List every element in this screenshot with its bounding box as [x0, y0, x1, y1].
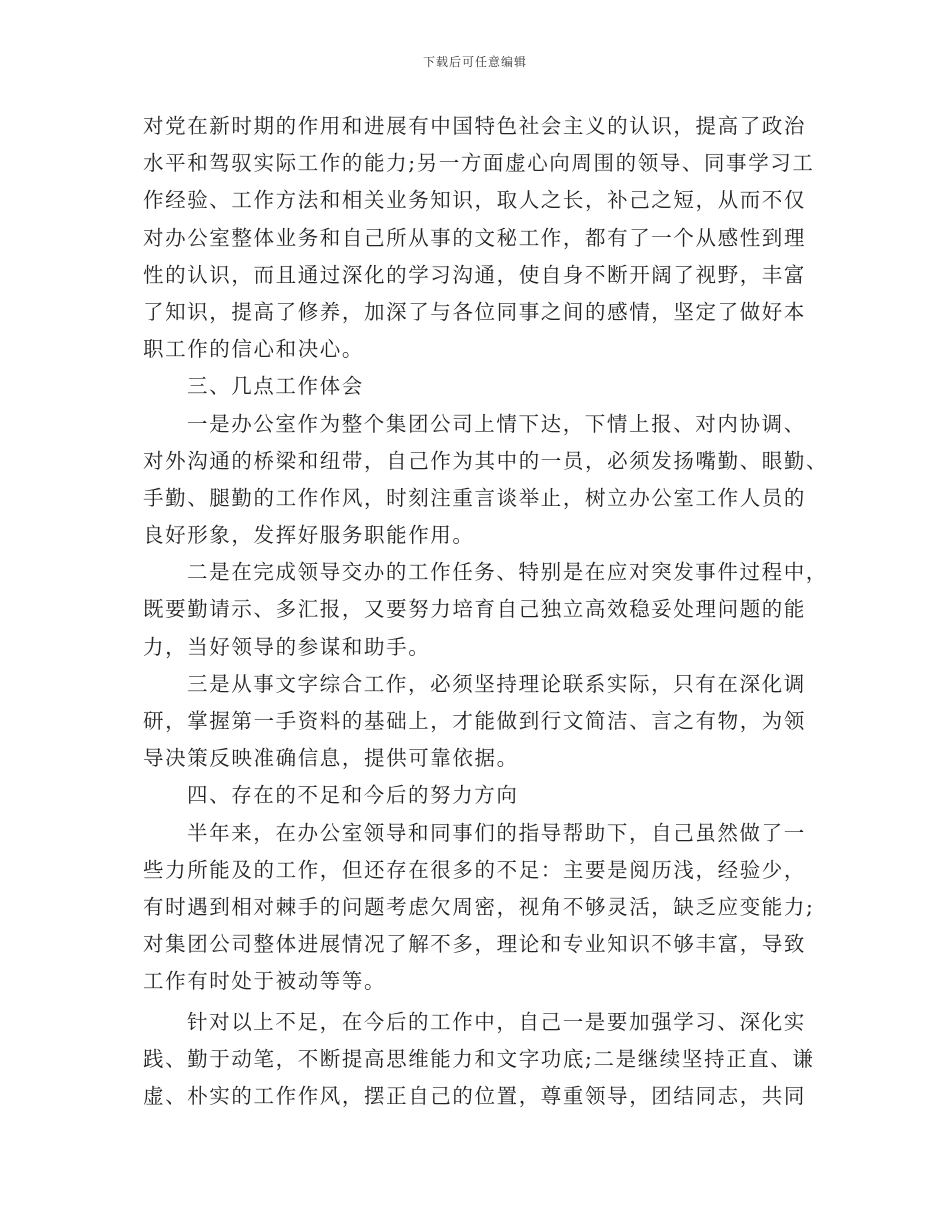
text-line: 性的认识，而且通过深化的学习沟通，使自身不断开阔了视野，丰富 — [143, 262, 806, 287]
text-line: 工作有时处于被动等等。 — [143, 969, 387, 994]
text-line: 作经验、工作方法和相关业务知识，取人之长，补己之短，从而不仅 — [143, 188, 806, 213]
section-heading: 三、几点工作体会 — [187, 374, 364, 399]
text-line: 手勤、腿勤的工作作风，时刻注重言谈举止，树立办公室工作人员的 — [143, 485, 806, 510]
page-header: 下载后可任意编辑 — [422, 55, 527, 69]
text-line: 对集团公司整体进展情况了解不多，理论和专业知识不够丰富，导致 — [143, 932, 806, 957]
paragraph-start: 半年来，在办公室领导和同事们的指导帮助下，自己虽然做了一 — [187, 820, 806, 845]
paragraph-start: 一是办公室作为整个集团公司上情下达，下情上报、对内协调、 — [187, 411, 806, 436]
text-line: 有时遇到相对棘手的问题考虑欠周密，视角不够灵活，缺乏应变能力; — [143, 894, 815, 919]
text-line: 对党在新时期的作用和进展有中国特色社会主义的认识，提高了政治 — [143, 114, 806, 138]
text-line: 职工作的信心和决心。 — [143, 337, 364, 362]
text-line: 对外沟通的桥梁和纽带，自己作为其中的一员，必须发扬嘴勤、眼勤、 — [143, 448, 829, 473]
paragraph-start: 二是在完成领导交办的工作任务、特别是在应对突发事件过程中， — [187, 560, 828, 585]
text-line: 践、勤于动笔，不断提高思维能力和文字功底;二是继续坚持正直、谦 — [143, 1046, 815, 1071]
text-line: 导决策反映准确信息，提供可靠依据。 — [143, 746, 519, 771]
text-line: 研，掌握第一手资料的基础上，才能做到行文简洁、言之有物，为领 — [143, 709, 806, 733]
text-line: 既要勤请示、多汇报，又要努力培育自己独立高效稳妥处理问题的能 — [143, 597, 806, 622]
text-line: 力，当好领导的参谋和助手。 — [143, 634, 431, 659]
section-heading: 四、存在的不足和今后的努力方向 — [187, 783, 519, 808]
text-line: 虚、朴实的工作作风，摆正自己的位置，尊重领导，团结同志，共同 — [143, 1083, 806, 1108]
text-line: 了知识，提高了修养，加深了与各位同事之间的感情，坚定了做好本 — [143, 299, 806, 324]
text-line: 对办公室整体业务和自己所从事的文秘工作，都有了一个从感性到理 — [143, 225, 806, 250]
text-line: 些力所能及的工作，但还存在很多的不足：主要是阅历浅，经验少， — [143, 857, 806, 882]
text-line: 良好形象，发挥好服务职能作用。 — [143, 523, 475, 548]
paragraph-start: 三是从事文字综合工作，必须坚持理论联系实际，只有在深化调 — [187, 671, 806, 696]
text-line: 水平和驾驭实际工作的能力;另一方面虚心向周围的领导、同事学习工 — [143, 151, 815, 176]
document-body — [143, 108, 829, 1115]
paragraph-start: 针对以上不足，在今后的工作中，自己一是要加强学习、深化实 — [187, 1009, 806, 1034]
